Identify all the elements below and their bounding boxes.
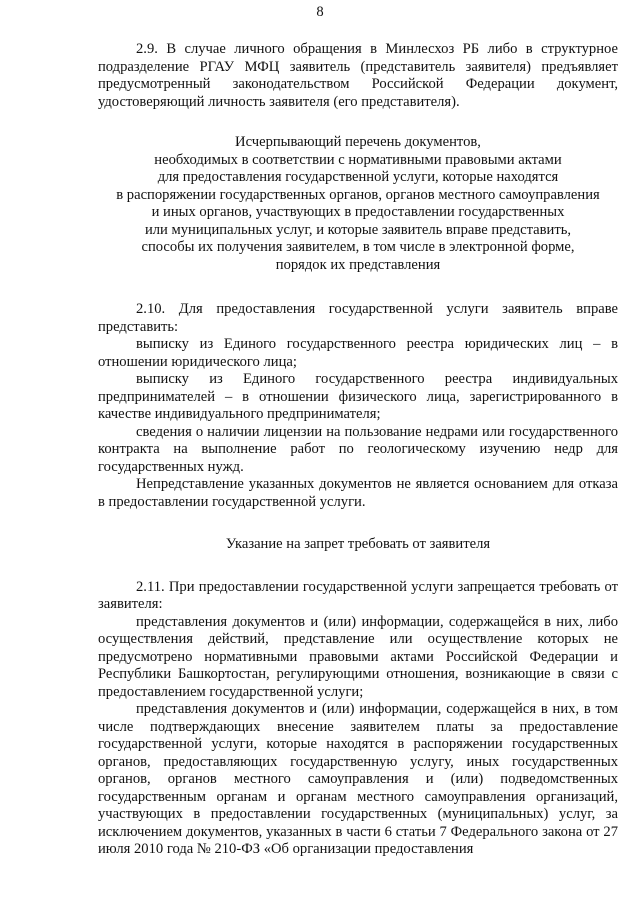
paragraph-2-10-item-entrepreneur: выписку из Единого государственного реестра индивидуальных предпринимателей – в отношении физического лица, зарегистрированного в качестве индивидуального предпринимателя; [98, 371, 618, 422]
heading-line: для предоставления государственной услуги, которые находятся [157, 169, 559, 185]
page-number: 8 [316, 4, 324, 20]
paragraph-2-10-note: Непредставление указанных документов не является основанием для отказа в предоставлении государственной услуги. [98, 476, 618, 510]
heading-line: Исчерпывающий перечень документов, [235, 134, 481, 150]
heading-line: способы их получения заявителем, в том числе в электронной форме, [141, 239, 575, 255]
paragraph-2-9: 2.9. В случае личного обращения в Минлесхоз РБ либо в структурное подразделение РГАУ МФЦ заявитель (представитель заявителя) предъявляет предусмотренный законодательством Российской Федерации документ, удостоверяющий личность заявителя (его представителя). [98, 41, 618, 110]
heading-line: необходимых в соответствии с нормативными правовыми актами [154, 151, 562, 168]
heading-line: порядок их представления [275, 256, 441, 273]
paragraph-2-11-item-a: представления документов и (или) информации, содержащейся в них, либо осуществления действий, представление или осуществление которых не предусмотрено нормативными правовыми актами Российской Федерации и Республики Башкортостан, регулирующими отношения, возникающие в связи с предоставлением государственной услуги; [98, 613, 618, 700]
section-heading-prohibition: Указание на запрет требовать от заявителя [225, 536, 491, 552]
section-heading-documents-list [98, 134, 618, 274]
heading-line: в распоряжении государственных органов, органов местного самоуправления [116, 186, 600, 203]
heading-line: и иных органов, участвующих в предоставлении государственных [151, 204, 565, 220]
heading-line: или муниципальных услуг, и которые заявитель вправе представить, [144, 221, 572, 238]
paragraph-2-10-item-license: сведения о наличии лицензии на пользование недрами или государственного контракта на выполнение работ по геологическому изучению недр для государственных нужд. [98, 423, 618, 475]
paragraph-2-11: 2.11. При предоставлении государственной услуги запрещается требовать от заявителя: [98, 578, 618, 612]
document-body [98, 41, 618, 859]
paragraph-2-11-item-b: представления документов и (или) информации, содержащейся в них, в том числе подтверждающих внесение заявителем платы за предоставление государственной услуги, которые находятся в распоряжении государственных органов, предоставляющих государственную услугу, иных государственных органов, органов местного самоуправления и (или) подведомственных государственным органам и органам местного самоуправления организаций, участвующих в предоставлении государственных (муниципальных) услуг, за исключением документов, указанных в части 6 статьи 7 Федерального закона от 27 июля 2010 года № 210-ФЗ «Об организации предоставления [98, 701, 618, 857]
paragraph-2-10-item-legal: выписку из Единого государственного реестра юридических лиц – в отношении юридического лица; [98, 336, 618, 370]
paragraph-2-10: 2.10. Для предоставления государственной услуги заявитель вправе представить: [98, 301, 618, 335]
